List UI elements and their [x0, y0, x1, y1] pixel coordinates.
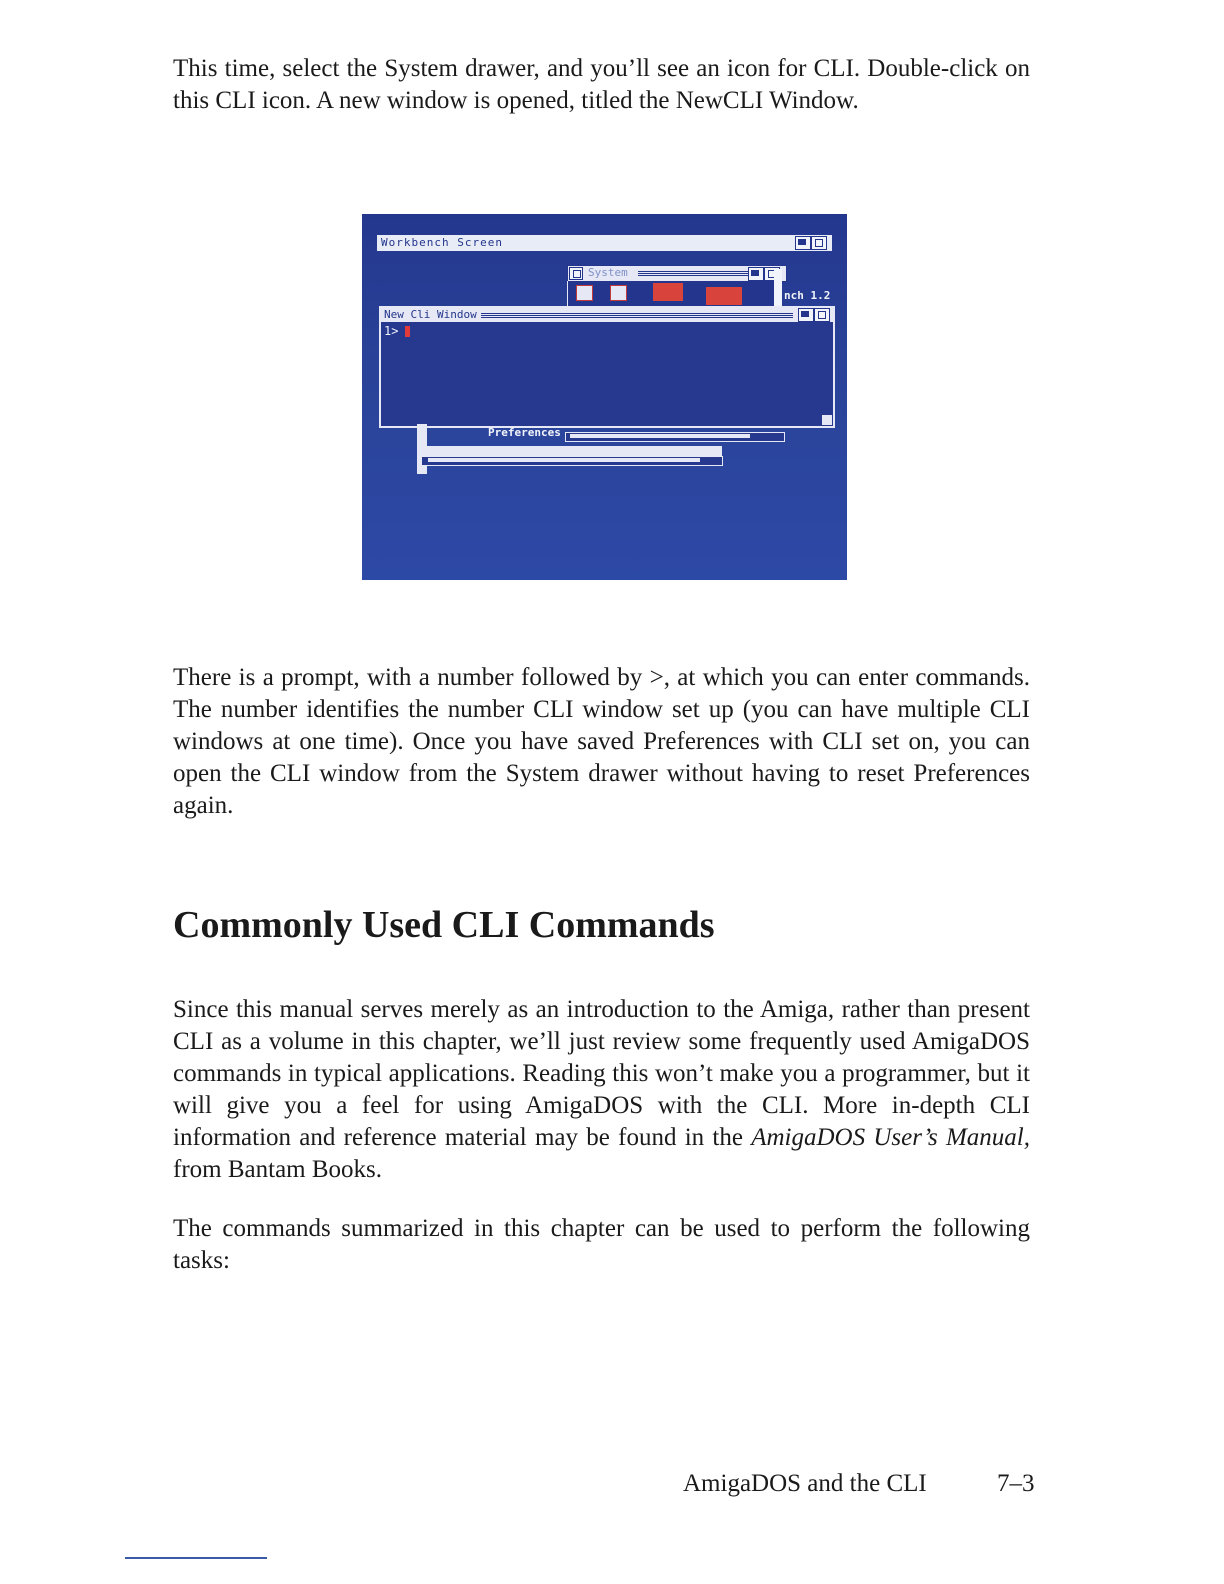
workbench-title-bar: [377, 235, 832, 251]
front-gadget-icon: [814, 308, 830, 322]
amiga-screenshot: [362, 214, 847, 580]
close-gadget-icon: [569, 267, 583, 280]
section-intro-paragraph: [173, 994, 1030, 1186]
title-stripes: [638, 271, 748, 276]
resize-gadget-icon: [822, 415, 832, 425]
bottom-rule: [125, 1557, 267, 1559]
system-drawer-window: [567, 265, 797, 309]
book-title: AmigaDOS User’s Manual,: [751, 1124, 1030, 1151]
back-gadget-icon: [798, 308, 814, 322]
scrollbar-knob: [428, 458, 700, 462]
cli-title-bar: [381, 308, 833, 322]
intro-paragraph: This time, select the System drawer, and you’ll see an icon for CLI. Double-click on this CLI icon. A new window is opened, titled the NewCLI Window.: [173, 55, 1030, 114]
section-intro-text-end: from Bantam Books.: [173, 1156, 383, 1183]
scrollbar: [421, 456, 723, 466]
scrollbar-knob: [570, 434, 750, 438]
workbench-version: nch 1.2: [784, 289, 831, 302]
title-stripes: [481, 312, 793, 318]
preferences-title: Preferences: [488, 426, 561, 439]
window-bar: [425, 446, 722, 456]
preferences-window: [413, 424, 783, 474]
workbench-title: Workbench Screen: [381, 236, 503, 249]
back-gadget-icon: [795, 236, 811, 250]
front-gadget-icon: [811, 236, 827, 250]
prompt-paragraph: There is a prompt, with a number followed by >, at which you can enter commands. The number identifies the number CLI window set up (you can have multiple CLI windows at one time). Once you have saved Preferences with CLI set on, you can open the CLI window from the System drawer without having to reset Preferences again.: [173, 664, 1030, 819]
cursor-icon: [405, 326, 410, 337]
cli-prompt: 1>: [384, 324, 399, 338]
workbench-window-edge: [774, 269, 782, 309]
section-heading: Commonly Used CLI Commands: [173, 904, 715, 946]
system-drawer-contents: [567, 281, 778, 307]
page-number: 7–3: [997, 1470, 1035, 1497]
footer-chapter-title: AmigaDOS and the CLI: [683, 1470, 927, 1497]
cli-window-title: New Cli Window: [384, 308, 477, 321]
drawer-icon: [610, 285, 627, 301]
cli-icon: [706, 287, 742, 305]
new-cli-window: [379, 306, 835, 428]
drawer-icon: [576, 285, 593, 301]
system-title: System: [588, 266, 628, 279]
back-gadget-icon: [748, 267, 764, 281]
scrollbar: [565, 432, 785, 442]
section-intro-text: Since this manual serves merely as an introduction to the Amiga, rather than present CLI as a volume in this chapter, we’ll just review some frequently used AmigaDOS commands in typical applications. Reading this won’t make you a programmer, but it will give you a feel for using AmigaDOS with the CLI. More in-depth CLI information and reference material may be found in the: [173, 996, 1030, 1151]
tasks-intro-paragraph: The commands summarized in this chapter can be used to perform the following tasks:: [173, 1215, 1030, 1274]
system-title-bar: [567, 265, 787, 282]
tool-icon: [653, 283, 683, 301]
